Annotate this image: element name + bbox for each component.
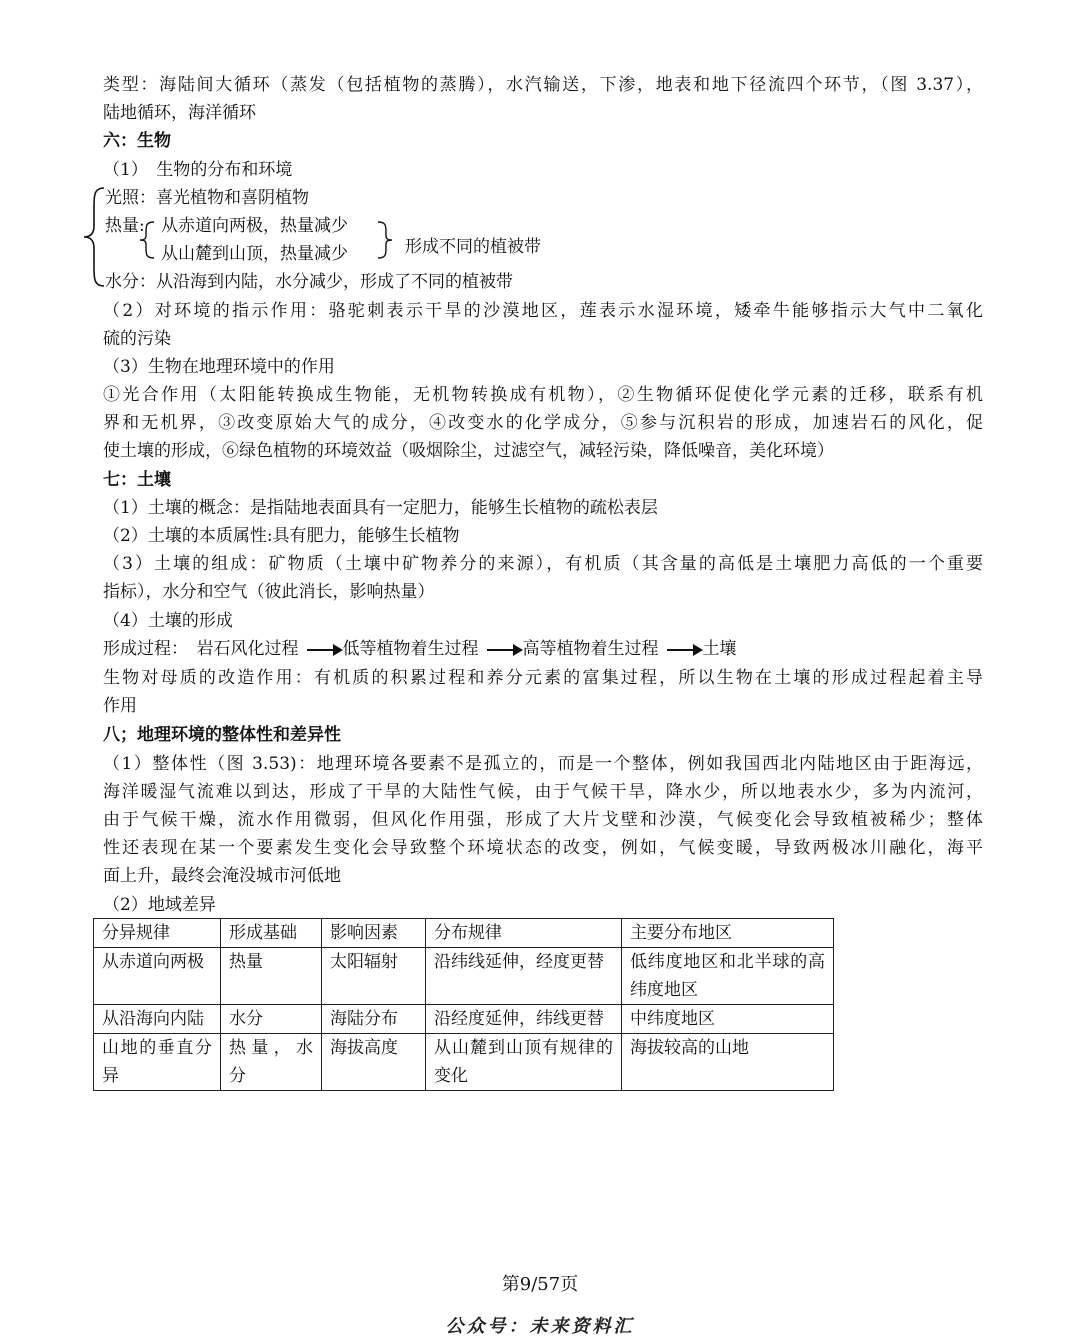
table-row: [94, 1034, 834, 1091]
process-step-lower-plants: 低等植物着生过程: [342, 639, 479, 659]
heat-latitudinal: 从赤道向两极，热量减少: [161, 216, 348, 236]
section-6-heading: 六：生物: [103, 131, 171, 151]
cycle-types-line-2: 陆地循环，海洋循环: [103, 103, 256, 123]
table-cell: 从赤道向两极: [94, 948, 221, 1005]
table-row: [94, 1005, 834, 1034]
table-cell: 水分: [221, 1005, 322, 1034]
table-cell: 海拔高度: [322, 1034, 426, 1091]
table-cell: 中纬度地区: [622, 1005, 834, 1034]
section-6-item-1: （1） 生物的分布和环境: [103, 160, 293, 180]
formation-process: [103, 635, 737, 663]
table-cell: 从沿海向内陆: [94, 1005, 221, 1034]
table-cell: 沿经度延伸，纬线更替: [426, 1005, 622, 1034]
outer-left-brace: [84, 188, 104, 286]
arrow-icon: [667, 649, 701, 651]
integrity-line-3: 由于气候干燥，流水作用微弱，但风化作用强，形成了大片戈壁和沙漠，气候变化会导致植被稀少；整体: [103, 810, 983, 830]
soil-attribute: （2）土壤的本质属性:具有肥力，能够生长植物: [103, 526, 460, 546]
regional-difference-heading: （2）地域差异: [103, 895, 216, 915]
table-cell: 沿纬线延伸，经度更替: [426, 948, 622, 1005]
integrity-line-2: 海洋暖湿气流难以到达，形成了干旱的大陆性气候，由于气候干旱，降水少，所以地表水少，多为内流河，: [103, 782, 983, 802]
integrity-line-1: （1）整体性（图 3.53)：地理环境各要素不是孤立的，而是一个整体，例如我国西北内陆地区由于距海远，: [103, 754, 983, 774]
table-header-cell: 分布规律: [426, 919, 622, 948]
process-step-higher-plants: 高等植物着生过程: [522, 639, 659, 659]
bio-role-line-1: ①光合作用（太阳能转换成生物能，无机物转换成有机物），②生物循环促使化学元素的迁移，联系有机: [103, 385, 983, 405]
process-step-soil: 土壤: [702, 639, 737, 659]
bio-parent-material-line-1: 生物对母质的改造作用：有机质的积累过程和养分元素的富集过程，所以生物在土壤的形成过程起着主导: [103, 668, 983, 688]
right-brace: [378, 222, 392, 258]
table-cell: 热量: [221, 948, 322, 1005]
arrow-icon: [487, 649, 521, 651]
table-header-cell: 形成基础: [221, 919, 322, 948]
section-7-heading: 七：土壤: [103, 470, 171, 490]
soil-concept: （1）土壤的概念：是指陆地表面具有一定肥力，能够生长植物的疏松表层: [103, 498, 658, 518]
table-header-row: [94, 919, 834, 948]
table-cell: 热量，水分: [221, 1034, 322, 1091]
bio-role-line-2: 界和无机界，③改变原始大气的成分，④改变水的化学成分，⑤参与沉积岩的形成，加速岩石的风化，促: [103, 413, 983, 433]
section-6-item-3: （3）生物在地理环境中的作用: [103, 357, 335, 377]
watermark-brand: 公众号：未来资料汇: [445, 1316, 635, 1337]
table-cell: 海拔较高的山地: [622, 1034, 834, 1091]
section-6-item-2-line-2: 硫的污染: [103, 329, 171, 349]
bio-parent-material-line-2: 作用: [103, 696, 137, 716]
table-cell: 海陆分布: [322, 1005, 426, 1034]
table-row: [94, 948, 834, 1005]
vegetation-belts-note: 形成不同的植被带: [405, 237, 541, 257]
regional-difference-table: [93, 918, 834, 1091]
light-factor: 光照：喜光植物和喜阴植物: [105, 188, 309, 208]
arrow-icon: [307, 649, 341, 651]
heat-vertical: 从山麓到山顶，热量减少: [161, 244, 348, 264]
table-cell: 低纬度地区和北半球的高纬度地区: [622, 948, 834, 1005]
heat-factor-label: 热量:: [105, 216, 145, 236]
table-header-cell: 影响因素: [322, 919, 426, 948]
table-header-cell: 分异规律: [94, 919, 221, 948]
table-cell: 山地的垂直分异: [94, 1034, 221, 1091]
table-cell: 从山麓到山顶有规律的变化: [426, 1034, 622, 1091]
soil-composition-line-1: （3）土壤的组成：矿物质（土壤中矿物养分的来源），有机质（其含量的高低是土壤肥力高低的一个重要: [103, 554, 983, 574]
integrity-line-5: 面上升，最终会淹没城市河低地: [103, 866, 341, 886]
section-6-item-2-line-1: （2）对环境的指示作用：骆驼刺表示干旱的沙漠地区，莲表示水湿环境，矮牵牛能够指示大气中二氧化: [103, 301, 983, 321]
integrity-line-4: 性还表现在某一个要素发生变化会导致整个环境状态的改变，例如，气候变暖，导致两极冰川融化，海平: [103, 838, 983, 858]
table-cell: 太阳辐射: [322, 948, 426, 1005]
water-factor: 水分：从沿海到内陆，水分减少，形成了不同的植被带: [105, 272, 513, 292]
process-step-rock-weathering: 形成过程： 岩石风化过程: [103, 639, 299, 659]
bio-role-line-3: 使土壤的形成，⑥绿色植物的环境效益（吸烟除尘，过滤空气，减轻污染，降低噪音，美化环境）: [103, 441, 834, 461]
soil-composition-line-2: 指标），水分和空气（彼此消长，影响热量）: [103, 582, 435, 602]
soil-formation-heading: （4）土壤的形成: [103, 611, 233, 631]
section-8-heading: 八；地理环境的整体性和差异性: [103, 725, 341, 745]
page-number: 第9/57页: [501, 1274, 579, 1295]
table-header-cell: 主要分布地区: [622, 919, 834, 948]
cycle-types-line-1: 类型：海陆间大循环（蒸发（包括植物的蒸腾），水汽输送，下渗，地表和地下径流四个环节，（图 3.37），: [103, 75, 983, 95]
